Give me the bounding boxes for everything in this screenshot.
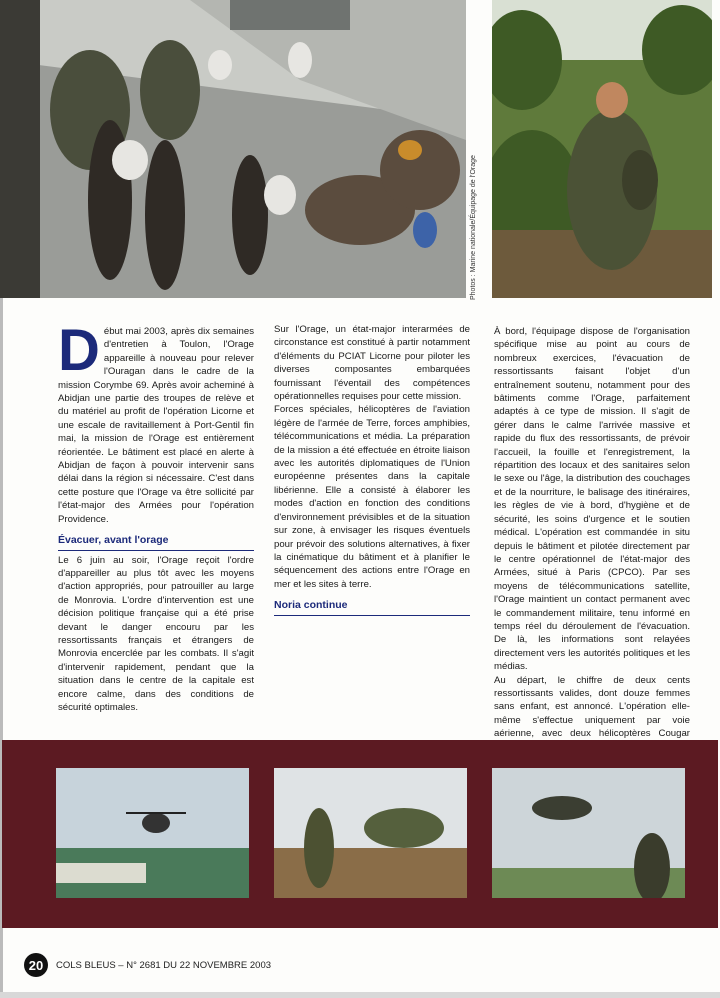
drop-cap: D — [58, 318, 100, 383]
article-body — [58, 318, 692, 740]
paragraph-etat-major: Sur l'Orage, un état-major interarmées de circonstance est constitué à partir notamment d'éléments du PCIAT Licorne pour piloter les diverses composantes embarquées fournissant l'éventail des compétences opérationnelles requises pour cette mission. — [274, 324, 470, 403]
soldier-jungle-photo — [492, 0, 712, 298]
paragraph-a-bord: À bord, l'équipage dispose de l'organisation spécifique mise au point au cours de nombreux exercices, l'évacuation de ressortissants faisant l'objet d'un entraînement soutenu, notamment pour des bâtiments comme l'Orage, parfaitement adaptés à ce type de mission. Il s'agit de gérer dans le calme l'arrivée massive et rapide du flux des ressortissants, de prévoir l'accueil, la fouille et l'enregistrement, la répartition des locaux et des sanitaires selon le sexe ou l'âge, la distribution des couchages et de la nourriture, le balisage des itinéraires, les règles de vie à bord, d'hygiène et de sécurité, les soins d'urgence et le soutien médical. L'opération est commandée in situ depuis le bâtiment et pilotée directement par le centre opérationnel de l'état-major des Armées, situé à Paris (CPCO). Par ses moyens de télécommunications satellite, l'Orage maintient un contact permanent avec le commandement militaire, tenu informé en temps réel du déroulement de l'évacuation. De là, les informations sont relayées directement vers les autorités politiques et les médias. — [494, 326, 690, 673]
article-column-2 — [274, 325, 470, 619]
photo-credit: Photos : Marine nationale/Équipage de l'Orage — [470, 155, 477, 300]
article-column-1 — [58, 318, 254, 714]
paragraph-evacuer: Le 6 juin au soir, l'Orage reçoit l'ordre d'appareiller au plus tôt avec les moyens d'action appropriés, pour patrouiller au large de Monrovia. L'ordre d'intervention est une décision politique française qui a été prise devant le danger encouru par les ressortissants français et étrangers de Monrovia encerclée par les combats. Il s'agit d'intervenir rapidement, pendant que la situation dans le centre de la capitale est encore calme, dans des conditions de sécurité optimales. — [58, 554, 254, 713]
paragraph-forces: Forces spéciales, hélicoptères de l'aviation légère de l'armée de Terre, forces amphibies, télécommunications et média. La préparation de la mission a été effectuée en étroite liaison avec les autorités diplomatiques de l'Union européenne présentes dans la capitale libérienne. Elle a consisté à élaborer les modes d'action en fonction des conditions d'environnement prévisibles et de la situation sur zone, à envisager les risques éventuels pour prévoir des solutions alternatives, à fixer la cinématique du bâtiment et à planifier le séquencement des actions entre l'Orage en mer et les sites à terre. — [274, 404, 470, 590]
page-number: 20 — [24, 953, 48, 977]
publication-info: COLS BLEUS – N° 2681 DU 22 NOVEMBRE 2003 — [56, 959, 272, 971]
deck-crowd-photo — [0, 0, 466, 298]
photo-band — [2, 740, 718, 928]
page-footer — [24, 952, 271, 978]
subheading-evacuer: Évacuer, avant l'orage — [58, 534, 254, 550]
subheading-noria: Noria continue — [274, 599, 470, 615]
paragraph-au-depart: Au départ, le chiffre de deux cents ressortissants valides, dont douze femmes sans enfant, est annoncé. L'opération elle-même s'effectue uniquement par voie aérienne, avec deux hélicoptères Cougar — [494, 674, 690, 740]
paragraph-intro — [58, 318, 254, 526]
bottom-edge — [0, 992, 720, 998]
helicopter-landing-photo — [274, 768, 467, 898]
helicopter-coast-photo — [56, 768, 249, 898]
paragraph-intro-text: ébut mai 2003, après dix semaines d'entretien à Toulon, l'Orage appareille à nouveau pour relever l'Ouragan dans le cadre de la mission Corymbe 69. Après avoir acheminé à Abidjan une partie des troupes de relève et du matériel au profit de l'opération Licorne et une escale de ravitaillement à Port-Gentil fin mai, la mission de l'Orage est entièrement réorientée. Le bâtiment est placé en alerte à Abidjan de façon à pouvoir intervenir sans délai dans la région si nécessaire. C'est dans cette posture que l'Orage va être sollicité par l'état-major des Armées pour l'opération Providence. — [58, 326, 254, 525]
helicopter-soldier-photo — [492, 768, 685, 898]
